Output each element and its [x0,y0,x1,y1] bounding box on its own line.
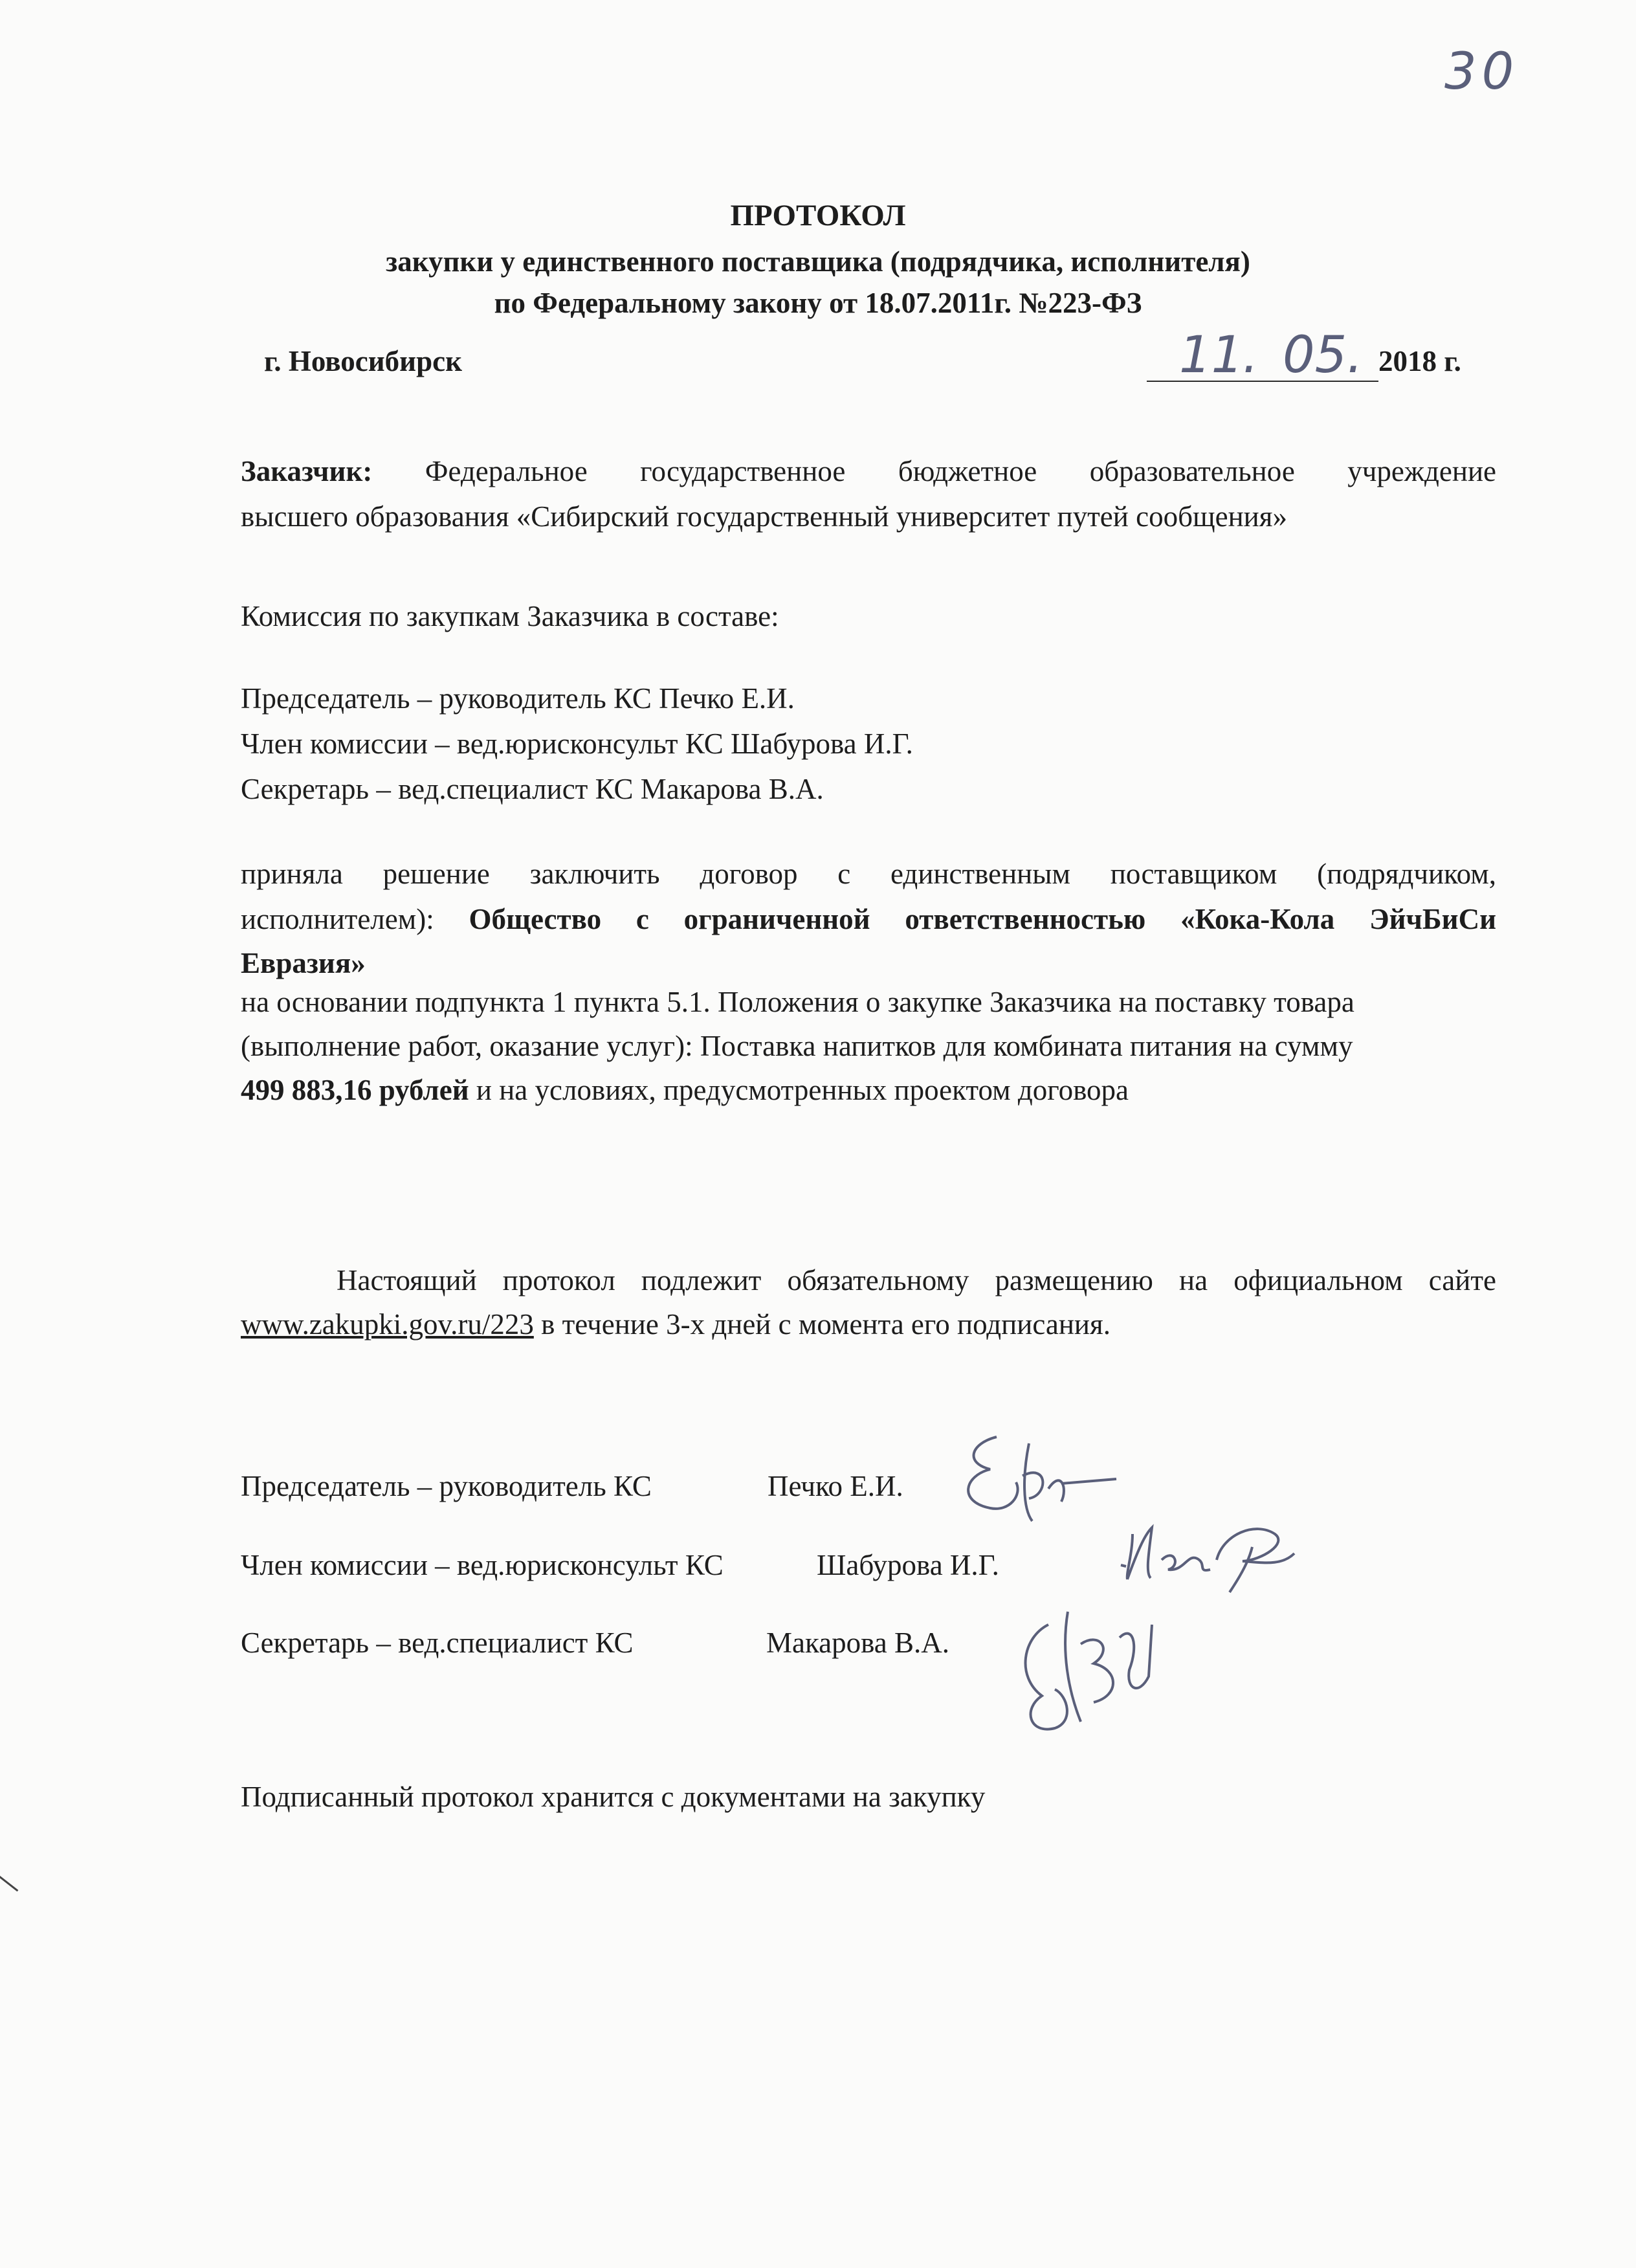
signature-name-chairman: Печко Е.И. [768,1470,903,1502]
publication-text: в течение 3-х дней с момента его подписания. [533,1308,1111,1340]
customer-paragraph-line-2 [241,491,1496,542]
zakupki-link[interactable]: www.zakupki.gov.ru/223 [241,1308,534,1340]
signature-role-member: Член комиссии – вед.юрисконсульт КС [241,1549,724,1581]
publication-line-2 [241,1298,1496,1350]
date-year: 2018 г. [1378,345,1461,377]
commission-intro [241,590,1496,642]
contract-amount: 499 883,16 рублей [241,1074,469,1106]
page-number: 30 [1444,43,1520,101]
signature-makarova [1010,1599,1158,1741]
signature-role-chairman: Председатель – руководитель КС [241,1470,652,1502]
commission-member: Секретарь – вед.специалист КС Макарова В.А. [241,773,824,805]
signature-pechko [951,1418,1120,1540]
place-of-issue: г. Новосибирск [264,345,462,377]
document-title: ПРОТОКОЛ [730,199,906,232]
decision-line-1 [241,848,1496,900]
supplier-name: Общество с ограниченной ответственностью «Кока-Кола ЭйчБиСи [469,903,1496,935]
footer-note: Подписанный протокол хранится с документами на закупку [241,1781,986,1813]
handwritten-date-month: 05. [1283,326,1364,384]
decision-text: приняла решение заключить договор с единственным поставщиком (подрядчиком, [241,858,1496,890]
signature-shaburova [1113,1508,1307,1605]
commission-member: Член комиссии – вед.юрисконсульт КС Шабурова И.Г. [241,728,913,760]
publication-text: Настоящий протокол подлежит обязательному размещению на официальном сайте [337,1264,1496,1296]
signature-name-secretary: Макарова В.А. [766,1627,950,1659]
customer-text-line-2: высшего образования «Сибирский государственный университет путей сообщения» [241,500,1287,533]
decision-text: исполнителем): [241,903,434,935]
scan-edge-mark [0,1876,18,1892]
basis-text: и на условиях, предусмотренных проектом договора [469,1074,1129,1106]
handwritten-date-day: 11 [1179,326,1244,384]
commission-member: Председатель – руководитель КС Печко Е.И. [241,682,795,715]
commission-intro-text: Комиссия по закупкам Заказчика в составе: [241,600,779,632]
handwritten-date-separator: . [1243,326,1259,384]
customer-text-line-1: Федеральное государственное бюджетное образовательное учреждение [425,455,1496,487]
commission-members [241,676,1496,812]
signature-name-member: Шабурова И.Г. [817,1549,999,1581]
customer-paragraph [241,445,1496,497]
document-subtitle-1: закупки у единственного поставщика (подрядчика, исполнителя) [386,245,1250,278]
customer-label: Заказчик: [241,455,373,487]
document-subtitle-2: по Федеральному закону от 18.07.2011г. №223-ФЗ [494,287,1142,319]
signature-role-secretary: Секретарь – вед.специалист КС [241,1627,634,1659]
basis-text: (выполнение работ, оказание услуг): Поставка напитков для комбината питания на сумму [241,1030,1353,1062]
decision-basis [241,980,1496,1112]
basis-text: на основании подпункта 1 пункта 5.1. Положения о закупке Заказчика на поставку товара [241,986,1354,1018]
supplier-name-cont: Евразия» [241,947,366,979]
